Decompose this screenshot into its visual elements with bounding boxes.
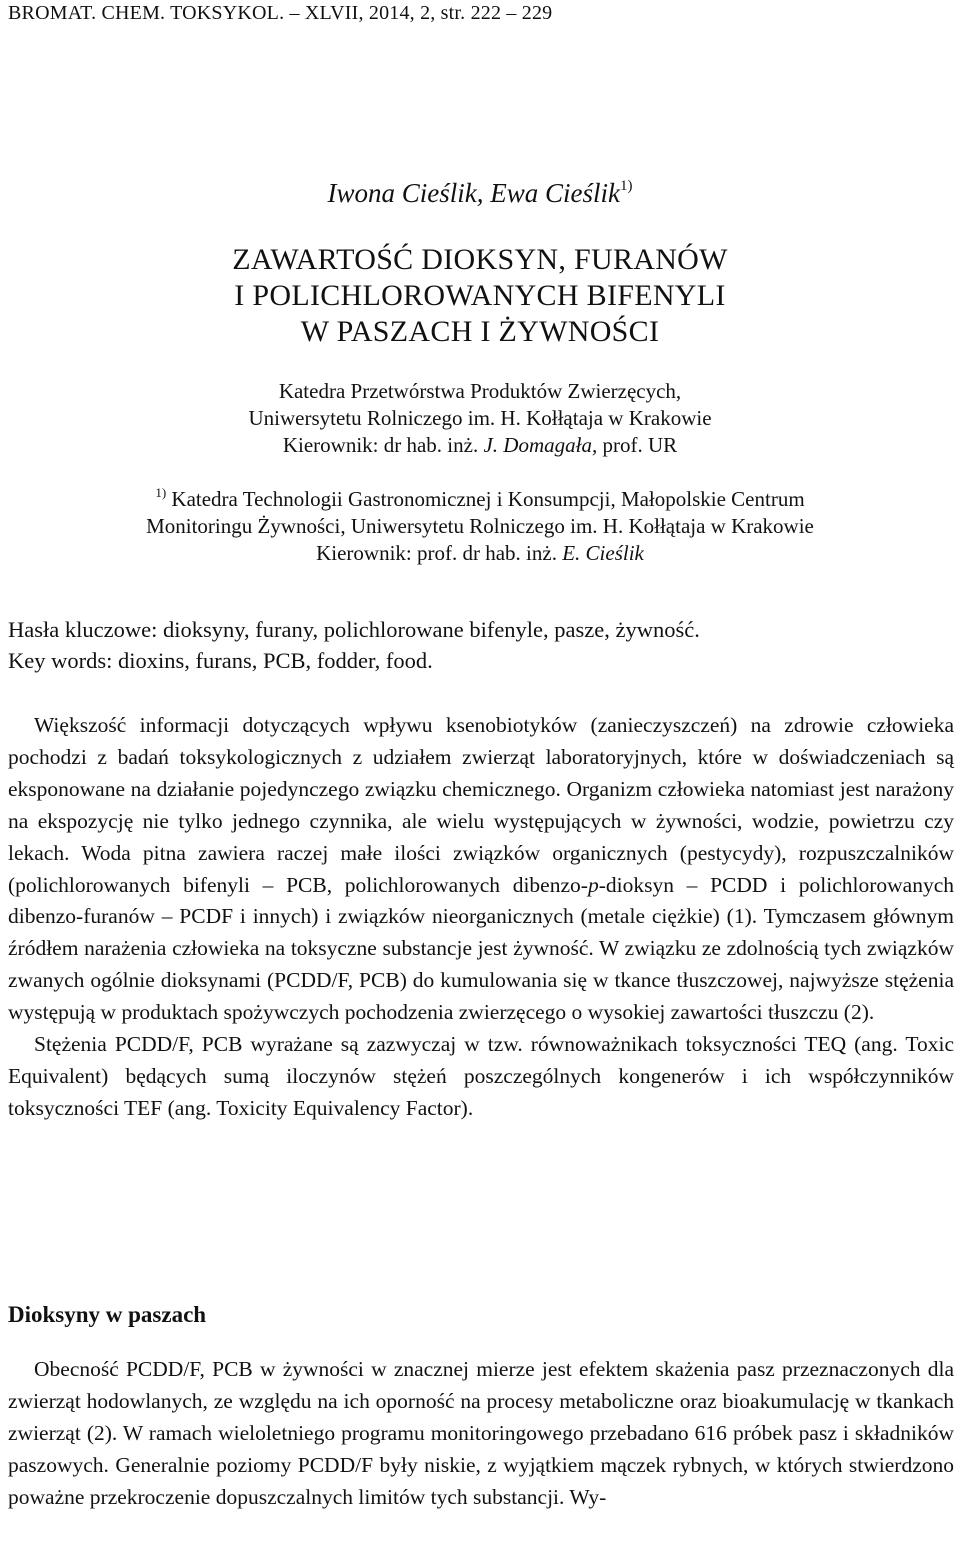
paragraph: Stężenia PCDD/F, PCB wyrażane są zazwyczaj w tzw. równoważnikach toksyczności TEQ (ang. Toxic Equivalent) będących sumą iloczynów stężeń poszczególnych kongenerów i ich współczynników toksyczności TEF (ang. Toxicity Equivalency Factor). <box>8 1032 954 1120</box>
italic-prefix: p <box>587 872 599 897</box>
paragraph-text: -dioksyn – PCDD i polichlorowanych dibenzo-furanów – PCDF i innych) i związków nieorganicznych (metale ciężkie) (1). Tymczasem głównym źródłem narażenia człowieka na toksyczne substancje jest żywność. W związku ze zdolnością tych związków zwanych ogólnie dioksynami (PCDD/F, PCB) do kumulowania się w tkance tłuszczowej, najwyższe stężenia występują w produktach spożywczych pochodzenia zwierzęcego o wysokiej zawartości tłuszczu (2). <box>8 872 955 1025</box>
head-name: J. Domagała, <box>483 433 598 457</box>
running-header: BROMAT. CHEM. TOKSYKOL. – XLVII, 2014, 2, str. 222 – 229 <box>8 2 553 24</box>
affiliation-line: Uniwersytetu Rolniczego im. H. Kołłątaja w Krakowie <box>248 406 712 430</box>
title-line: ZAWARTOŚĆ DIOKSYN, FURANÓW <box>232 243 728 276</box>
affiliation-marker: 1) <box>155 485 167 500</box>
title-line: I POLICHLOROWANYCH BIFENYLI <box>234 279 726 312</box>
article-title <box>0 242 960 350</box>
authors <box>0 178 960 209</box>
keywords-polish: Hasła kluczowe: dioksyny, furany, polichlorowane bifenyle, pasze, żywność. <box>8 617 700 642</box>
affiliation-head <box>0 540 960 567</box>
head-suffix: prof. UR <box>597 433 678 457</box>
affiliation-head <box>0 432 960 459</box>
affiliation-text: Katedra Technologii Gastronomicznej i Konsumpcji, Małopolskie Centrum <box>166 487 805 511</box>
section-heading: Dioksyny w paszach <box>8 1302 207 1327</box>
title-line: W PASZACH I ŻYWNOŚCI <box>300 315 660 348</box>
paragraph: Obecność PCDD/F, PCB w żywności w znacznej mierze jest efektem skażenia pasz przeznaczonych dla zwierząt hodowlanych, ze względu na ich oporność na procesy metaboliczne oraz bioakumulację w tkankach zwierząt (2). W ramach wieloletniego programu monitoringowego przebadano 616 próbek pasz i składników paszowych. Generalnie poziomy PCDD/F były niskie, z wyjątkiem mączek rybnych, w których stwierdzono poważne przekroczenie dopuszczalnych limitów tych substancji. Wy- <box>8 1357 954 1509</box>
author-affiliation-marker: 1) <box>619 178 633 194</box>
introduction <box>8 710 954 1125</box>
keywords-english: Key words: dioxins, furans, PCB, fodder, food. <box>8 648 433 673</box>
affiliation-line: Katedra Przetwórstwa Produktów Zwierzęcych, <box>278 379 682 403</box>
paragraph-text: Większość informacji dotyczących wpływu ksenobiotyków (zanieczyszczeń) na zdrowie człowieka pochodzi z badań toksykologicznych z udziałem zwierząt laboratoryjnych, które w doświadczeniach są eksponowane na działanie pojedynczego związku chemicznego. Organizm człowieka natomiast jest narażony na ekspozycję nie tylko jednego czynnika, ale wielu występujących w żywności, wodzie, powietrzu czy lekach. Woda pitna zawiera raczej małe ilości związków organicznych (pestycydy), rozpuszczalników (polichlorowanych bifenyli – PCB, polichlorowanych dibenzo- <box>8 713 954 897</box>
affiliation-line <box>0 479 960 513</box>
head-name: E. Cieślik <box>562 541 644 565</box>
paragraph <box>8 710 954 1029</box>
affiliation-1 <box>0 378 960 459</box>
head-prefix: Kierownik: dr hab. inż. <box>282 433 484 457</box>
affiliation-2 <box>0 479 960 567</box>
affiliation-line: Monitoringu Żywności, Uniwersytetu Rolniczego im. H. Kołłątaja w Krakowie <box>146 514 814 538</box>
author-names: Iwona Cieślik, Ewa Cieślik <box>327 178 620 208</box>
section-body <box>8 1354 954 1514</box>
head-prefix: Kierownik: prof. dr hab. inż. <box>316 541 563 565</box>
